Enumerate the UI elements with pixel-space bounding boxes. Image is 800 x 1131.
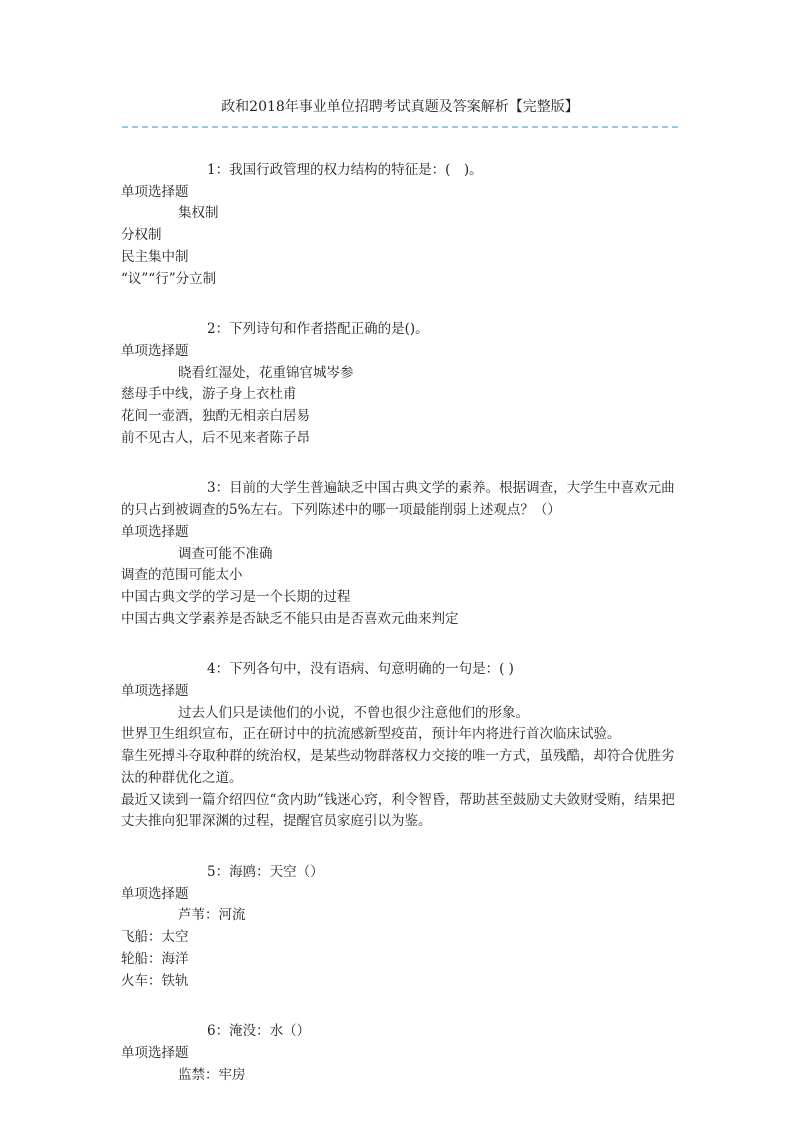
document-title: 政和2018年事业单位招聘考试真题及答案解析【完整版】	[221, 99, 579, 115]
option-a: 晓看红湿处，花重锦官城岑参	[178, 364, 354, 381]
option-b: 慈母手中线，游子身上衣杜甫	[121, 386, 297, 403]
option-d: 前不见古人，后不见来者陈子昂	[121, 429, 310, 446]
question-list	[121, 160, 681, 1115]
question-5	[121, 862, 681, 992]
option-b: 世界卫生组织宣布，正在研讨中的抗流感新型疫苗，预计年内将进行首次临床试验。	[121, 726, 621, 743]
question-stem: 4：下列各句中，没有语病、句意明确的一句是：( )	[207, 661, 514, 678]
option-d: 最近又读到一篇介绍四位“贪内助”钱迷心窍，利令智昏，帮助甚至鼓励丈夫敛财受贿，结果把丈夫推向犯罪深渊的过程，提醒官员家庭引以为鉴。	[121, 791, 675, 830]
option-a: 调查可能不准确	[178, 545, 273, 562]
question-3	[121, 478, 681, 630]
question-stem: 5：海鸥：天空（）	[207, 863, 324, 880]
question-6	[121, 1021, 681, 1086]
question-4	[121, 659, 681, 833]
option-b: 飞船：太空	[121, 929, 189, 946]
question-stem: 6：淹没：水（）	[207, 1023, 311, 1040]
question-type: 单项选择题	[121, 683, 189, 700]
option-c: 民主集中制	[121, 248, 189, 265]
question-type: 单项选择题	[121, 885, 189, 902]
option-a: 过去人们只是读他们的小说，不曾也很少注意他们的形象。	[178, 704, 529, 721]
option-d: “议”“行”分立制	[121, 270, 217, 287]
option-c: 中国古典文学的学习是一个长期的过程	[121, 588, 351, 605]
question-stem: 3：目前的大学生普遍缺乏中国古典文学的素养。根据调查，大学生中喜欢元曲的只占到被调查的5%左右。下列陈述中的哪一项最能削弱上述观点？（）	[121, 480, 675, 519]
option-c: 花间一壶酒，独酌无相亲白居易	[121, 408, 310, 425]
question-type: 单项选择题	[121, 523, 189, 540]
option-c: 靠生死搏斗夺取种群的统治权，是某些动物群落权力交接的唯一方式，虽残酷，却符合优胜劣汰的种群优化之道。	[121, 748, 675, 786]
option-d: 火车：铁轨	[121, 972, 189, 989]
option-a: 集权制	[178, 205, 219, 222]
question-stem: 2：下列诗句和作者搭配正确的是()。	[207, 321, 429, 338]
title-divider	[122, 126, 678, 128]
question-type: 单项选择题	[121, 1044, 189, 1061]
option-a: 监禁：牢房	[178, 1066, 246, 1083]
question-type: 单项选择题	[121, 183, 189, 200]
option-a: 芦苇：河流	[178, 907, 246, 924]
question-stem: 1：我国行政管理的权力结构的特征是：( )。	[207, 162, 483, 178]
option-b: 分权制	[121, 227, 162, 244]
question-1	[121, 160, 681, 290]
option-b: 调查的范围可能太小	[121, 567, 243, 584]
question-2	[121, 319, 681, 449]
option-d: 中国古典文学素养是否缺乏不能只由是否喜欢元曲来判定	[121, 610, 459, 627]
question-type: 单项选择题	[121, 342, 189, 359]
option-c: 轮船：海洋	[121, 950, 189, 967]
